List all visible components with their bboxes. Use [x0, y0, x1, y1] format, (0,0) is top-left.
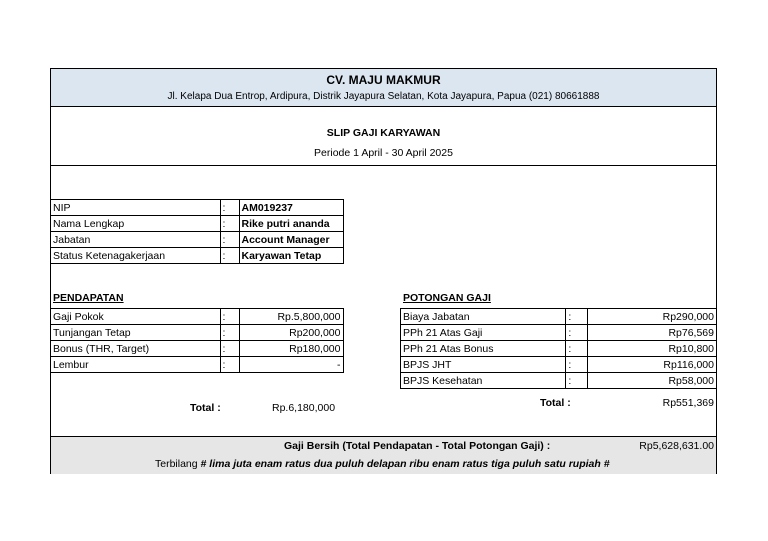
- employee-row: [51, 232, 343, 248]
- separator: :: [220, 357, 239, 373]
- separator: :: [566, 325, 588, 341]
- income-row: [51, 341, 343, 357]
- income-value: -: [239, 357, 343, 373]
- net-pay-words-line: [155, 458, 610, 471]
- deduction-label: BPJS JHT: [401, 357, 566, 373]
- net-pay-words-prefix: Terbilang: [155, 458, 198, 470]
- employee-label: Status Ketenagakerjaan: [51, 248, 220, 264]
- income-value: Rp180,000: [239, 341, 343, 357]
- deduction-label: PPh 21 Atas Bonus: [401, 341, 566, 357]
- divider: [51, 165, 716, 166]
- income-label: Gaji Pokok: [51, 309, 220, 325]
- income-row: [51, 325, 343, 341]
- employee-row: [51, 200, 343, 216]
- separator: :: [220, 232, 239, 248]
- employee-label: NIP: [51, 200, 220, 216]
- deductions-total-label: Total :: [540, 397, 571, 409]
- deduction-label: BPJS Kesehatan: [401, 373, 566, 389]
- deductions-total-value: Rp551,369: [662, 397, 714, 409]
- net-pay-footer: [51, 436, 716, 474]
- separator: :: [220, 248, 239, 264]
- deduction-row: [401, 357, 717, 373]
- employee-value: AM019237: [239, 200, 343, 216]
- income-label: Tunjangan Tetap: [51, 325, 220, 341]
- deduction-value: Rp290,000: [588, 309, 716, 325]
- separator: :: [566, 309, 588, 325]
- separator: :: [566, 373, 588, 389]
- company-name: CV. MAJU MAKMUR: [326, 73, 441, 87]
- income-value: Rp200,000: [239, 325, 343, 341]
- deduction-value: Rp116,000: [588, 357, 716, 373]
- net-pay-words: # lima juta enam ratus dua puluh delapan ribu enam ratus tiga puluh satu rupiah #: [200, 458, 610, 470]
- income-value: Rp.5,800,000: [239, 309, 343, 325]
- deduction-label: Biaya Jabatan: [401, 309, 566, 325]
- net-pay-value: Rp5,628,631.00: [639, 440, 714, 452]
- slip-title: SLIP GAJI KARYAWAN: [326, 127, 441, 139]
- deduction-value: Rp58,000: [588, 373, 716, 389]
- separator: :: [220, 309, 239, 325]
- deduction-label: PPh 21 Atas Gaji: [401, 325, 566, 341]
- deduction-row: [401, 341, 717, 357]
- income-total-value: Rp.6,180,000: [272, 402, 336, 414]
- deductions-table: [400, 308, 716, 389]
- separator: :: [220, 216, 239, 232]
- employee-row: [51, 248, 343, 264]
- employee-label: Jabatan: [51, 232, 220, 248]
- income-row: [51, 357, 343, 373]
- separator: :: [220, 200, 239, 216]
- deduction-value: Rp76,569: [588, 325, 716, 341]
- deduction-row: [401, 309, 717, 325]
- separator: :: [566, 341, 588, 357]
- slip-period: Periode 1 April - 30 April 2025: [314, 147, 453, 159]
- separator: :: [220, 325, 239, 341]
- income-table: [51, 308, 344, 373]
- income-label: Bonus (THR, Target): [51, 341, 220, 357]
- separator: :: [220, 341, 239, 357]
- income-heading: PENDAPATAN: [53, 292, 124, 304]
- company-address: Jl. Kelapa Dua Entrop, Ardipura, Distrik Jayapura Selatan, Kota Jayapura, Papua (021) 80661888: [167, 91, 600, 102]
- company-header: [51, 69, 716, 107]
- net-pay-label: Gaji Bersih (Total Pendapatan - Total Potongan Gaji) :: [284, 440, 551, 452]
- salary-slip: [50, 68, 717, 474]
- deduction-row: [401, 373, 717, 389]
- deduction-row: [401, 325, 717, 341]
- employee-value: Account Manager: [239, 232, 343, 248]
- employee-row: [51, 216, 343, 232]
- income-label: Lembur: [51, 357, 220, 373]
- income-row: [51, 309, 343, 325]
- income-total-label: Total :: [190, 402, 221, 414]
- employee-info-table: [51, 199, 344, 264]
- employee-value: Karyawan Tetap: [239, 248, 343, 264]
- separator: :: [566, 357, 588, 373]
- employee-label: Nama Lengkap: [51, 216, 220, 232]
- deduction-value: Rp10,800: [588, 341, 716, 357]
- employee-value: Rike putri ananda: [239, 216, 343, 232]
- deductions-heading: POTONGAN GAJI: [403, 292, 491, 304]
